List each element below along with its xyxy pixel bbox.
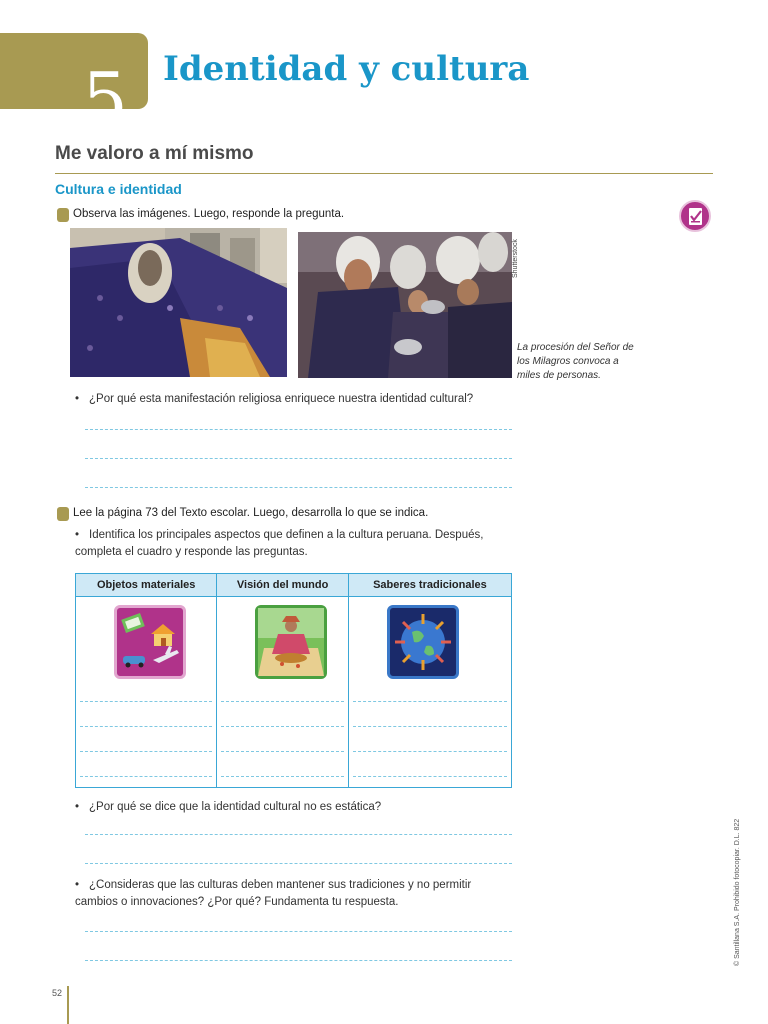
table-cell-traditional — [348, 597, 511, 788]
table-header-row — [76, 574, 512, 597]
traditional-knowledge-icon — [387, 605, 459, 679]
activity-2-question-2: • ¿Consideras que las culturas deben mantener sus tradiciones y no permitir cambios o innovaciones? ¿Por qué? Fundamenta tu respuesta. — [75, 879, 472, 908]
photo-credit: Shutterstock — [512, 239, 519, 278]
unit-number: 5 — [82, 57, 128, 141]
activity-1-question: • ¿Por qué esta manifestación religiosa enriquece nuestra identidad cultural? — [75, 393, 474, 405]
section-title: Me valoro a mí mismo — [55, 143, 254, 164]
material-objects-icon — [114, 605, 186, 679]
subsection-title: Cultura e identidad — [55, 181, 182, 197]
copyright-notice: © Santillana S.A. Prohibido fotocopiar. D.L. 822 — [734, 818, 741, 966]
answer-line[interactable] — [85, 487, 512, 488]
activity-1-question-text: ¿Por qué esta manifestación religiosa enriquece nuestra identidad cultural? — [89, 393, 474, 405]
table-row — [76, 597, 512, 788]
procession-crowd-photo — [70, 228, 287, 377]
answer-line[interactable] — [85, 931, 512, 932]
answer-line[interactable] — [85, 960, 512, 961]
activity-2-instruction: Lee la página 73 del Texto escolar. Luego, desarrolla lo que se indica. — [73, 507, 429, 519]
table-cell-material — [76, 597, 217, 788]
answer-line[interactable] — [85, 458, 512, 459]
activity-2-question-2-text: ¿Consideras que las culturas deben mantener sus tradiciones y no permitir cambios o innovaciones? ¿Por qué? Fundamenta tu respuesta. — [75, 879, 472, 908]
answer-lines[interactable] — [80, 701, 212, 801]
page-margin-bar — [67, 986, 69, 1024]
activity-1-badge — [57, 208, 69, 222]
section-divider — [55, 173, 713, 174]
answer-line[interactable] — [85, 834, 512, 835]
unit-title: Identidad y cultura — [163, 49, 530, 89]
table-header: Objetos materiales — [76, 574, 217, 597]
activity-2-question-1-text: ¿Por qué se dice que la identidad cultural no es estática? — [89, 801, 382, 813]
activity-2-bullet: • Identifica los principales aspectos que definen a la cultura peruana. Después, completa el cuadro y responde las preguntas. — [75, 529, 484, 558]
answer-lines[interactable] — [353, 701, 507, 801]
answer-lines[interactable] — [221, 701, 343, 801]
activity-2-badge — [57, 507, 69, 521]
unit-tab — [0, 33, 148, 141]
photo-caption: La procesión del Señor de los Milagros convoca a miles de personas. — [517, 342, 634, 381]
culture-aspects-table — [75, 573, 512, 788]
table-cell-worldview — [217, 597, 348, 788]
activity-checklist-icon — [679, 200, 711, 232]
page-number: 52 — [52, 988, 63, 998]
answer-line[interactable] — [85, 863, 512, 864]
worldview-icon — [255, 605, 327, 679]
activity-2-bullet-text: Identifica los principales aspectos que definen a la cultura peruana. Después, completa el cuadro y responde las preguntas. — [75, 529, 484, 558]
activity-1-instruction: Observa las imágenes. Luego, responde la pregunta. — [73, 208, 345, 220]
answer-line[interactable] — [85, 429, 512, 430]
table-header: Visión del mundo — [217, 574, 348, 597]
activity-2-question-1: • ¿Por qué se dice que la identidad cultural no es estática? — [75, 801, 382, 813]
women-incense-photo — [298, 232, 512, 378]
table-header: Saberes tradicionales — [348, 574, 511, 597]
